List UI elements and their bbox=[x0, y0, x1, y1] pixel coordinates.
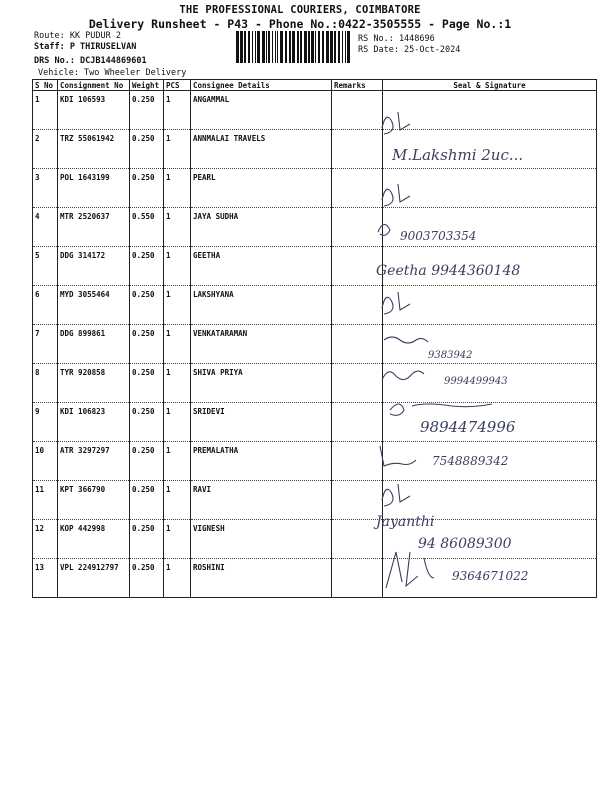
cell-pcs: 1 bbox=[164, 286, 191, 325]
cell-sno: 11 bbox=[33, 481, 58, 520]
cell-weight: 0.250 bbox=[130, 520, 164, 559]
cell-consignee: GEETHA bbox=[191, 247, 332, 286]
cell-remarks bbox=[332, 364, 383, 403]
cell-weight: 0.250 bbox=[130, 130, 164, 169]
cell-weight: 0.250 bbox=[130, 559, 164, 598]
cell-consignment: KOP 442998 bbox=[58, 520, 130, 559]
barcode-bar bbox=[322, 31, 324, 63]
table-row bbox=[33, 481, 597, 520]
table-header-row bbox=[33, 80, 597, 91]
barcode-bar bbox=[280, 31, 283, 63]
barcode bbox=[236, 31, 350, 63]
cell-sno: 10 bbox=[33, 442, 58, 481]
cell-signature bbox=[383, 208, 597, 247]
table-row bbox=[33, 169, 597, 208]
signature-text: 9003703354 bbox=[400, 229, 477, 243]
drs-number: DRS No.: DCJB144869601 bbox=[34, 56, 147, 66]
barcode-bar bbox=[334, 31, 336, 63]
cell-sno: 4 bbox=[33, 208, 58, 247]
cell-pcs: 1 bbox=[164, 364, 191, 403]
barcode-bar bbox=[347, 31, 350, 63]
staff: Staff: P THIRUSELVAN bbox=[34, 42, 137, 52]
cell-remarks bbox=[332, 286, 383, 325]
cell-consignee: PEARL bbox=[191, 169, 332, 208]
cell-consignment: POL 1643199 bbox=[58, 169, 130, 208]
cell-pcs: 1 bbox=[164, 403, 191, 442]
signature-text: 9383942 bbox=[428, 350, 473, 361]
cell-signature bbox=[383, 403, 597, 442]
cell-remarks bbox=[332, 208, 383, 247]
cell-consignee: LAKSHYANA bbox=[191, 286, 332, 325]
table-row bbox=[33, 130, 597, 169]
barcode-bar bbox=[297, 31, 299, 63]
cell-remarks bbox=[332, 403, 383, 442]
barcode-bar bbox=[268, 31, 270, 63]
vehicle: Vehicle: Two Wheeler Delivery bbox=[38, 68, 187, 78]
cell-consignment: MTR 2520637 bbox=[58, 208, 130, 247]
route: Route: KK PUDUR 2 bbox=[34, 31, 121, 41]
cell-weight: 0.250 bbox=[130, 325, 164, 364]
cell-sno: 5 bbox=[33, 247, 58, 286]
barcode-bar bbox=[326, 31, 329, 63]
cell-consignment: DDG 899861 bbox=[58, 325, 130, 364]
cell-sno: 12 bbox=[33, 520, 58, 559]
cell-sno: 7 bbox=[33, 325, 58, 364]
signature-text: 7548889342 bbox=[432, 454, 509, 468]
cell-consignee: SRIDEVI bbox=[191, 403, 332, 442]
cell-sno: 6 bbox=[33, 286, 58, 325]
table-row bbox=[33, 559, 597, 598]
cell-consignee: RAVI bbox=[191, 481, 332, 520]
barcode-bar bbox=[308, 31, 310, 63]
cell-signature bbox=[383, 91, 597, 130]
cell-weight: 0.250 bbox=[130, 442, 164, 481]
cell-signature bbox=[383, 130, 597, 169]
col-consignee: Consignee Details bbox=[191, 80, 332, 91]
cell-pcs: 1 bbox=[164, 130, 191, 169]
signature-text: 9994499943 bbox=[444, 376, 508, 387]
cell-consignment: KDI 106823 bbox=[58, 403, 130, 442]
runsheet-table bbox=[32, 79, 597, 598]
barcode-bar bbox=[318, 31, 320, 63]
signature-text: Geetha 9944360148 bbox=[376, 263, 521, 279]
cell-weight: 0.250 bbox=[130, 286, 164, 325]
cell-consignee: ANNMALAI TRAVELS bbox=[191, 130, 332, 169]
barcode-bar bbox=[236, 31, 239, 63]
rs-date: RS Date: 25-Oct-2024 bbox=[358, 45, 461, 55]
cell-remarks bbox=[332, 130, 383, 169]
barcode-bar bbox=[275, 31, 276, 63]
barcode-bar bbox=[304, 31, 307, 63]
table-row bbox=[33, 208, 597, 247]
barcode-bar bbox=[277, 31, 278, 63]
barcode-bar bbox=[338, 31, 340, 63]
cell-signature bbox=[383, 247, 597, 286]
barcode-bar bbox=[255, 31, 256, 63]
table-row bbox=[33, 91, 597, 130]
cell-pcs: 1 bbox=[164, 481, 191, 520]
signature-text: M.Lakshmi 2uc... bbox=[392, 146, 524, 164]
barcode-bar bbox=[285, 31, 287, 63]
signature-text: 9894474996 bbox=[420, 418, 516, 436]
table-row bbox=[33, 403, 597, 442]
cell-signature bbox=[383, 286, 597, 325]
barcode-bar bbox=[240, 31, 243, 63]
col-remarks: Remarks bbox=[332, 80, 383, 91]
col-weight: Weight bbox=[130, 80, 164, 91]
cell-signature bbox=[383, 442, 597, 481]
barcode-bar bbox=[345, 31, 346, 63]
col-signature: Seal & Signature bbox=[383, 80, 597, 91]
cell-signature bbox=[383, 364, 597, 403]
col-sno: S No bbox=[33, 80, 58, 91]
cell-consignee: ANGAMMAL bbox=[191, 91, 332, 130]
cell-signature bbox=[383, 169, 597, 208]
cell-weight: 0.250 bbox=[130, 169, 164, 208]
cell-sno: 1 bbox=[33, 91, 58, 130]
cell-consignee: SHIVA PRIYA bbox=[191, 364, 332, 403]
table-row bbox=[33, 247, 597, 286]
signature-text: Jayanthi bbox=[376, 514, 435, 530]
cell-consignee: ROSHINI bbox=[191, 559, 332, 598]
cell-pcs: 1 bbox=[164, 520, 191, 559]
cell-weight: 0.250 bbox=[130, 91, 164, 130]
cell-signature bbox=[383, 559, 597, 598]
table-row bbox=[33, 520, 597, 559]
col-pcs: PCS bbox=[164, 80, 191, 91]
cell-remarks bbox=[332, 247, 383, 286]
cell-pcs: 1 bbox=[164, 247, 191, 286]
cell-remarks bbox=[332, 91, 383, 130]
barcode-bar bbox=[262, 31, 265, 63]
cell-pcs: 1 bbox=[164, 208, 191, 247]
cell-consignment: MYD 3055464 bbox=[58, 286, 130, 325]
table-row bbox=[33, 325, 597, 364]
cell-sno: 2 bbox=[33, 130, 58, 169]
cell-signature bbox=[383, 520, 597, 559]
cell-pcs: 1 bbox=[164, 559, 191, 598]
signature-text: 9364671022 bbox=[452, 569, 529, 583]
cell-consignee: PREMALATHA bbox=[191, 442, 332, 481]
barcode-bar bbox=[266, 31, 267, 63]
cell-sno: 8 bbox=[33, 364, 58, 403]
cell-remarks bbox=[332, 169, 383, 208]
cell-signature bbox=[383, 325, 597, 364]
cell-remarks bbox=[332, 481, 383, 520]
barcode-bar bbox=[289, 31, 291, 63]
rs-number: RS No.: 1448696 bbox=[358, 34, 435, 44]
col-consignment: Consignment No bbox=[58, 80, 130, 91]
barcode-bar bbox=[248, 31, 250, 63]
cell-pcs: 1 bbox=[164, 442, 191, 481]
cell-remarks bbox=[332, 442, 383, 481]
cell-remarks bbox=[332, 559, 383, 598]
cell-sno: 9 bbox=[33, 403, 58, 442]
cell-pcs: 1 bbox=[164, 169, 191, 208]
cell-consignment: DDG 314172 bbox=[58, 247, 130, 286]
cell-weight: 0.250 bbox=[130, 247, 164, 286]
runsheet-title: Delivery Runsheet - P43 - Phone No.:0422-3505555 - Page No.:1 bbox=[88, 17, 512, 31]
cell-consignee: VIGNESH bbox=[191, 520, 332, 559]
barcode-bar bbox=[252, 31, 253, 63]
barcode-bar bbox=[244, 31, 246, 63]
cell-consignee: VENKATARAMAN bbox=[191, 325, 332, 364]
cell-sno: 3 bbox=[33, 169, 58, 208]
cell-weight: 0.550 bbox=[130, 208, 164, 247]
barcode-bar bbox=[272, 31, 273, 63]
table-row bbox=[33, 364, 597, 403]
table-row bbox=[33, 286, 597, 325]
barcode-bar bbox=[292, 31, 295, 63]
signature-text: 94 86089300 bbox=[418, 536, 512, 552]
barcode-bar bbox=[330, 31, 333, 63]
cell-consignee: JAYA SUDHA bbox=[191, 208, 332, 247]
barcode-bar bbox=[257, 31, 260, 63]
cell-weight: 0.250 bbox=[130, 364, 164, 403]
cell-remarks bbox=[332, 520, 383, 559]
cell-consignment: TYR 920858 bbox=[58, 364, 130, 403]
cell-weight: 0.250 bbox=[130, 481, 164, 520]
table-row bbox=[33, 442, 597, 481]
barcode-bar bbox=[342, 31, 343, 63]
cell-consignment: TRZ 55061942 bbox=[58, 130, 130, 169]
cell-weight: 0.250 bbox=[130, 403, 164, 442]
cell-consignment: KPT 366790 bbox=[58, 481, 130, 520]
cell-consignment: VPL 224912797 bbox=[58, 559, 130, 598]
barcode-bar bbox=[311, 31, 314, 63]
barcode-bar bbox=[315, 31, 316, 63]
company-name: THE PROFESSIONAL COURIERS, COIMBATORE bbox=[179, 4, 421, 16]
cell-consignment: KDI 106593 bbox=[58, 91, 130, 130]
cell-sno: 13 bbox=[33, 559, 58, 598]
cell-pcs: 1 bbox=[164, 91, 191, 130]
barcode-bar bbox=[300, 31, 302, 63]
cell-remarks bbox=[332, 325, 383, 364]
cell-consignment: ATR 3297297 bbox=[58, 442, 130, 481]
cell-pcs: 1 bbox=[164, 325, 191, 364]
cell-signature bbox=[383, 481, 597, 520]
